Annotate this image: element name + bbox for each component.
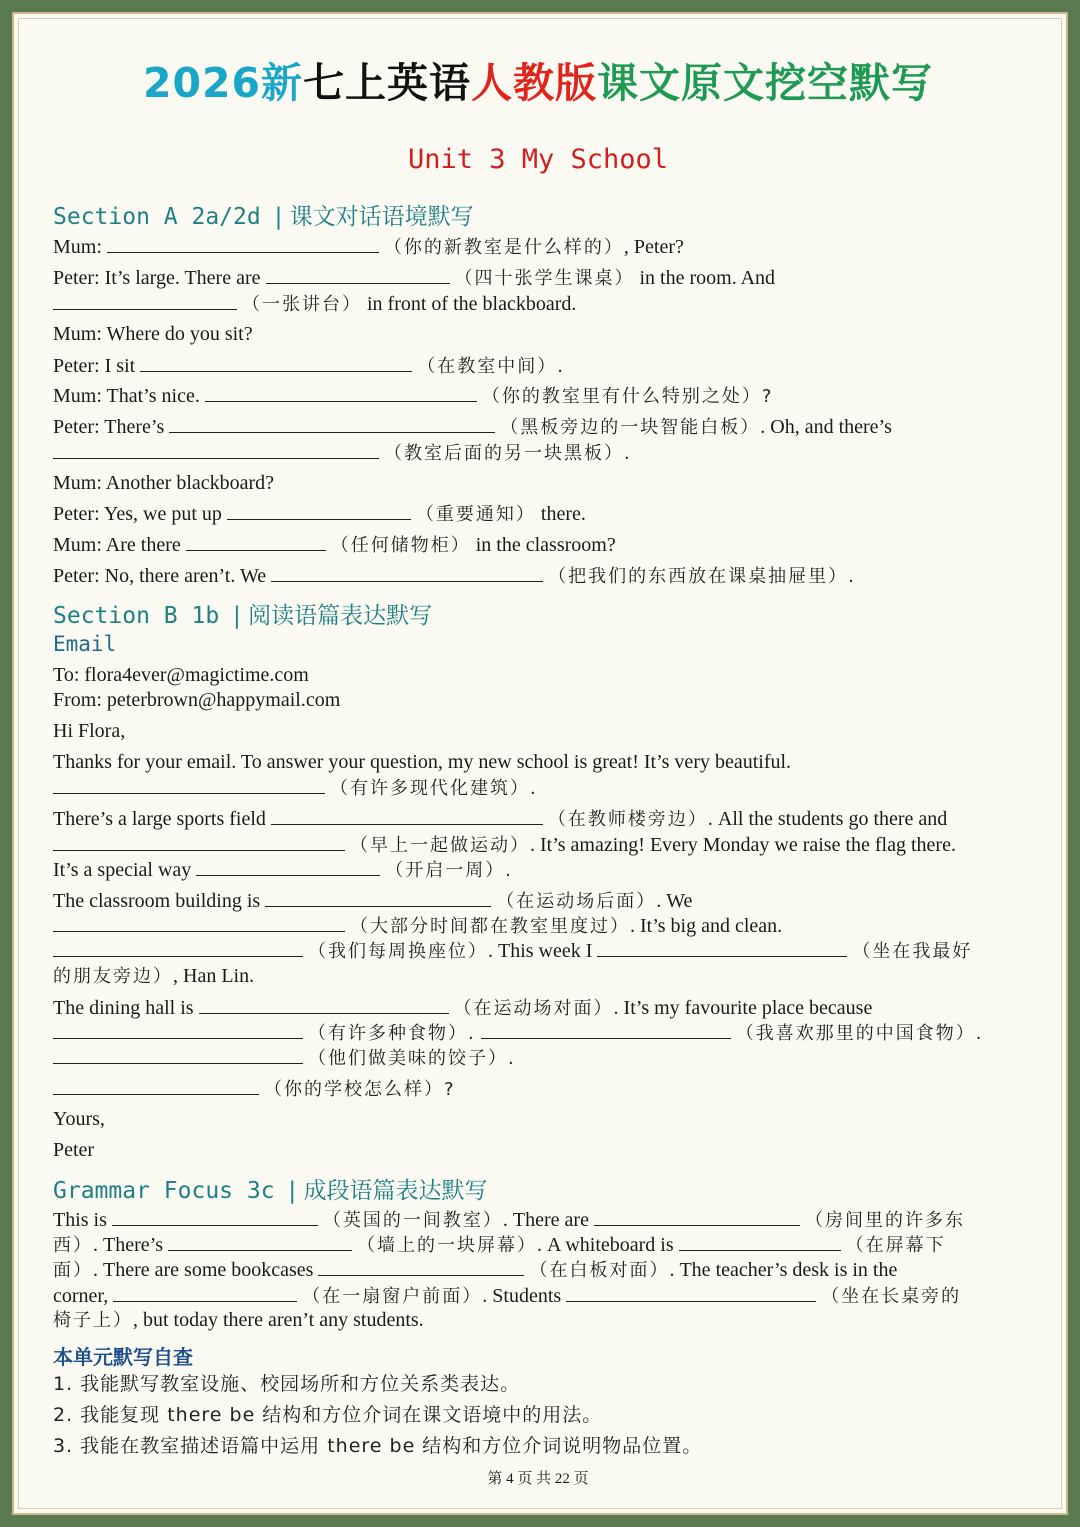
grammar-focus-title: Grammar Focus 3c xyxy=(53,1178,275,1204)
line-text: Peter: Yes, we put up xyxy=(53,503,222,525)
answer-blank[interactable] xyxy=(597,938,847,957)
dialogue-line xyxy=(53,414,892,440)
line-text: , Han Lin. xyxy=(173,965,255,987)
line-text: Peter: It’s large. There are xyxy=(53,267,261,289)
line-text: Mum: That’s nice. xyxy=(53,385,200,407)
self-check-item: 1. 我能默写教室设施、校园场所和方位关系类表达。 xyxy=(53,1373,521,1395)
chinese-hint: （坐在我最好 xyxy=(852,941,973,962)
section-a-title: Section A 2a/2d xyxy=(53,204,261,230)
email-line xyxy=(53,888,692,914)
chinese-hint: （我喜欢那里的中国食物）. xyxy=(735,1023,984,1044)
chinese-hint: 的朋友旁边） xyxy=(53,966,173,987)
answer-blank[interactable] xyxy=(168,1232,352,1251)
email-closing: Yours, xyxy=(53,1108,105,1130)
chinese-hint: （你的新教室是什么样的） xyxy=(383,237,624,258)
chinese-hint: （在屏幕下 xyxy=(845,1235,946,1256)
answer-blank[interactable] xyxy=(679,1232,841,1251)
chinese-hint: （在一扇窗户前面） xyxy=(302,1286,483,1307)
chinese-hint: （在教师楼旁边） xyxy=(547,809,708,830)
chinese-hint: （重要通知） xyxy=(415,504,536,525)
line-text: . A whiteboard is xyxy=(536,1234,674,1256)
answer-blank[interactable] xyxy=(140,353,412,372)
self-check-item: 2. 我能复现 there be 结构和方位介词在课文语境中的用法。 xyxy=(53,1404,603,1426)
dialogue-line xyxy=(53,353,565,379)
page-number: 第 4 页 共 22 页 xyxy=(487,1471,589,1487)
chinese-hint: （早上一起做运动） xyxy=(350,835,530,856)
answer-blank[interactable] xyxy=(169,414,495,433)
chinese-hint: （在运动场对面） xyxy=(453,998,614,1019)
chinese-hint: （坐在长桌旁的 xyxy=(821,1286,962,1307)
chinese-hint: （任何储物柜） xyxy=(330,535,471,556)
line-text: Peter: I sit xyxy=(53,355,136,377)
line-text: there. xyxy=(540,503,586,525)
dialogue-line: Mum: Another blackboard? xyxy=(53,472,275,494)
unit-title: Unit 3 My School xyxy=(407,144,669,175)
dialogue-line xyxy=(53,383,773,409)
chinese-hint: 椅子上） xyxy=(53,1310,133,1331)
chinese-hint: （大部分时间都在教室里度过） xyxy=(350,916,630,937)
chinese-hint: （教室后面的另一块黑板）. xyxy=(384,443,632,464)
section-b-title: Section B 1b xyxy=(53,603,220,629)
email-line xyxy=(53,995,872,1021)
chinese-hint: （黑板旁边的一块智能白板） xyxy=(500,417,761,438)
email-line xyxy=(53,832,956,858)
line-text: . It’s amazing! Every Monday we raise the flag there. xyxy=(530,834,956,856)
chinese-hint: （在运动场后面） xyxy=(496,891,657,912)
speaker-text: Mum: xyxy=(53,236,102,258)
dialogue-line xyxy=(53,532,616,558)
chinese-hint: （你的学校怎么样）? xyxy=(264,1079,456,1100)
line-text: , Peter? xyxy=(623,236,684,258)
line-text: . There’s xyxy=(93,1234,163,1256)
section-a-subtitle: | 课文对话语境默写 xyxy=(274,204,474,230)
title-part-edition: 人教版 xyxy=(471,59,598,107)
paragraph-line xyxy=(53,1207,965,1233)
answer-blank[interactable] xyxy=(196,857,380,876)
line-text: Peter: No, there aren’t. We xyxy=(53,565,267,587)
line-text: The dining hall is xyxy=(53,997,194,1019)
email-from: From: peterbrown@happymail.com xyxy=(53,689,341,711)
email-line: Thanks for your email. To answer your question, my new school is great! It’s very beautiful. xyxy=(53,751,792,773)
dialogue-line xyxy=(53,234,684,260)
dialogue-line: Mum: Where do you sit? xyxy=(53,323,253,345)
answer-blank[interactable] xyxy=(53,913,345,932)
answer-blank[interactable] xyxy=(53,1020,303,1039)
answer-blank[interactable] xyxy=(53,291,237,310)
email-line xyxy=(53,1020,983,1046)
line-text: There’s a large sports field xyxy=(53,808,266,830)
answer-blank[interactable] xyxy=(53,775,325,794)
title-part-year: 2026新 xyxy=(142,59,304,107)
answer-blank[interactable] xyxy=(265,888,491,907)
email-line xyxy=(53,806,947,832)
self-check-title: 本单元默写自查 xyxy=(53,1345,193,1369)
answer-blank[interactable] xyxy=(566,1283,816,1302)
line-text: . This week I xyxy=(488,940,593,962)
chinese-hint: （把我们的东西放在课桌抽屉里）. xyxy=(548,566,856,587)
chinese-hint: （在教室中间）. xyxy=(417,356,565,377)
dialogue-line xyxy=(53,563,856,589)
email-line xyxy=(53,1076,456,1102)
line-text: . There are xyxy=(502,1209,589,1231)
email-line xyxy=(53,1045,516,1071)
dialogue-line xyxy=(53,440,632,466)
chinese-hint: （我们每周换座位） xyxy=(308,941,488,962)
answer-blank[interactable] xyxy=(113,1283,297,1302)
line-text: , but today there aren’t any students. xyxy=(133,1309,424,1331)
answer-blank[interactable] xyxy=(594,1207,800,1226)
answer-blank[interactable] xyxy=(318,1257,524,1276)
chinese-hint: （一张讲台） xyxy=(242,294,362,315)
answer-blank[interactable] xyxy=(271,563,543,582)
answer-blank[interactable] xyxy=(266,265,450,284)
answer-blank[interactable] xyxy=(186,532,326,551)
answer-blank[interactable] xyxy=(53,938,303,957)
line-text: Peter: There’s xyxy=(53,416,165,438)
email-signature: Peter xyxy=(53,1139,95,1161)
email-label: Email xyxy=(53,632,117,656)
paragraph-line xyxy=(53,1308,424,1333)
line-text: . We xyxy=(656,890,693,912)
line-text: corner, xyxy=(53,1285,109,1307)
title-part-grade: 七上英语 xyxy=(303,59,472,107)
chinese-hint: （开启一周）. xyxy=(385,860,514,881)
section-a-heading xyxy=(53,198,474,231)
chinese-hint: （有许多种食物）. xyxy=(308,1023,476,1044)
line-text: in the room. And xyxy=(639,267,776,289)
chinese-hint: （墙上的一块屏幕） xyxy=(356,1235,537,1256)
line-text: in front of the blackboard. xyxy=(367,293,577,315)
line-text: . Oh, and there’s xyxy=(760,416,892,438)
answer-blank[interactable] xyxy=(227,501,411,520)
answer-blank[interactable] xyxy=(53,440,379,459)
line-text: . It’s big and clean. xyxy=(630,915,783,937)
paragraph-line xyxy=(53,1283,961,1309)
email-line xyxy=(53,775,538,801)
answer-blank[interactable] xyxy=(481,1020,731,1039)
dialogue-line xyxy=(53,501,586,527)
answer-blank[interactable] xyxy=(53,832,345,851)
page-title xyxy=(53,50,1023,109)
section-b-subtitle: | 阅读语篇表达默写 xyxy=(233,603,433,629)
chinese-hint: （英国的一间教室） xyxy=(322,1210,503,1231)
answer-blank[interactable] xyxy=(205,383,477,402)
chinese-hint: （他们做美味的饺子）. xyxy=(308,1048,516,1069)
dialogue-line xyxy=(53,265,775,291)
section-b-heading xyxy=(53,597,432,630)
title-part-topic: 课文原文挖空默写 xyxy=(597,59,934,107)
grammar-focus-heading xyxy=(53,1172,487,1205)
line-text: It’s a special way xyxy=(53,859,192,881)
chinese-hint: （在白板对面） xyxy=(529,1260,670,1281)
email-greeting: Hi Flora, xyxy=(53,720,126,742)
chinese-hint: （房间里的许多东 xyxy=(804,1210,965,1231)
line-text: . There are some bookcases xyxy=(93,1259,314,1281)
line-text: The classroom building is xyxy=(53,890,261,912)
line-text: . The teacher’s desk is in the xyxy=(669,1259,898,1281)
answer-blank[interactable] xyxy=(199,995,449,1014)
chinese-hint: （有许多现代化建筑）. xyxy=(330,778,538,799)
line-text: in the classroom? xyxy=(475,534,616,556)
email-line xyxy=(53,857,513,883)
line-text: . Students xyxy=(482,1285,562,1307)
paragraph-line xyxy=(53,1232,946,1258)
grammar-focus-subtitle: | 成段语篇表达默写 xyxy=(288,1178,488,1204)
email-line xyxy=(53,913,782,939)
line-text: . It’s my favourite place because xyxy=(613,997,873,1019)
answer-blank[interactable] xyxy=(53,1076,259,1095)
paragraph-line xyxy=(53,1257,897,1283)
email-to: To: flora4ever@magictime.com xyxy=(53,664,309,686)
chinese-hint: 西） xyxy=(53,1235,93,1256)
answer-blank[interactable] xyxy=(112,1207,318,1226)
answer-blank[interactable] xyxy=(271,806,543,825)
email-line xyxy=(53,938,972,964)
answer-blank[interactable] xyxy=(107,234,379,253)
line-text: Mum: Are there xyxy=(53,534,181,556)
line-text: This is xyxy=(53,1209,107,1231)
answer-blank[interactable] xyxy=(53,1045,303,1064)
line-text: . All the students go there and xyxy=(707,808,948,830)
email-line xyxy=(53,964,254,989)
chinese-hint: （四十张学生课桌） xyxy=(454,268,635,289)
chinese-hint: 面） xyxy=(53,1260,93,1281)
chinese-hint: （你的教室里有什么特别之处）? xyxy=(481,386,774,407)
dialogue-line xyxy=(53,291,576,317)
self-check-item: 3. 我能在教室描述语篇中运用 there be 结构和方位介词说明物品位置。 xyxy=(53,1435,703,1457)
